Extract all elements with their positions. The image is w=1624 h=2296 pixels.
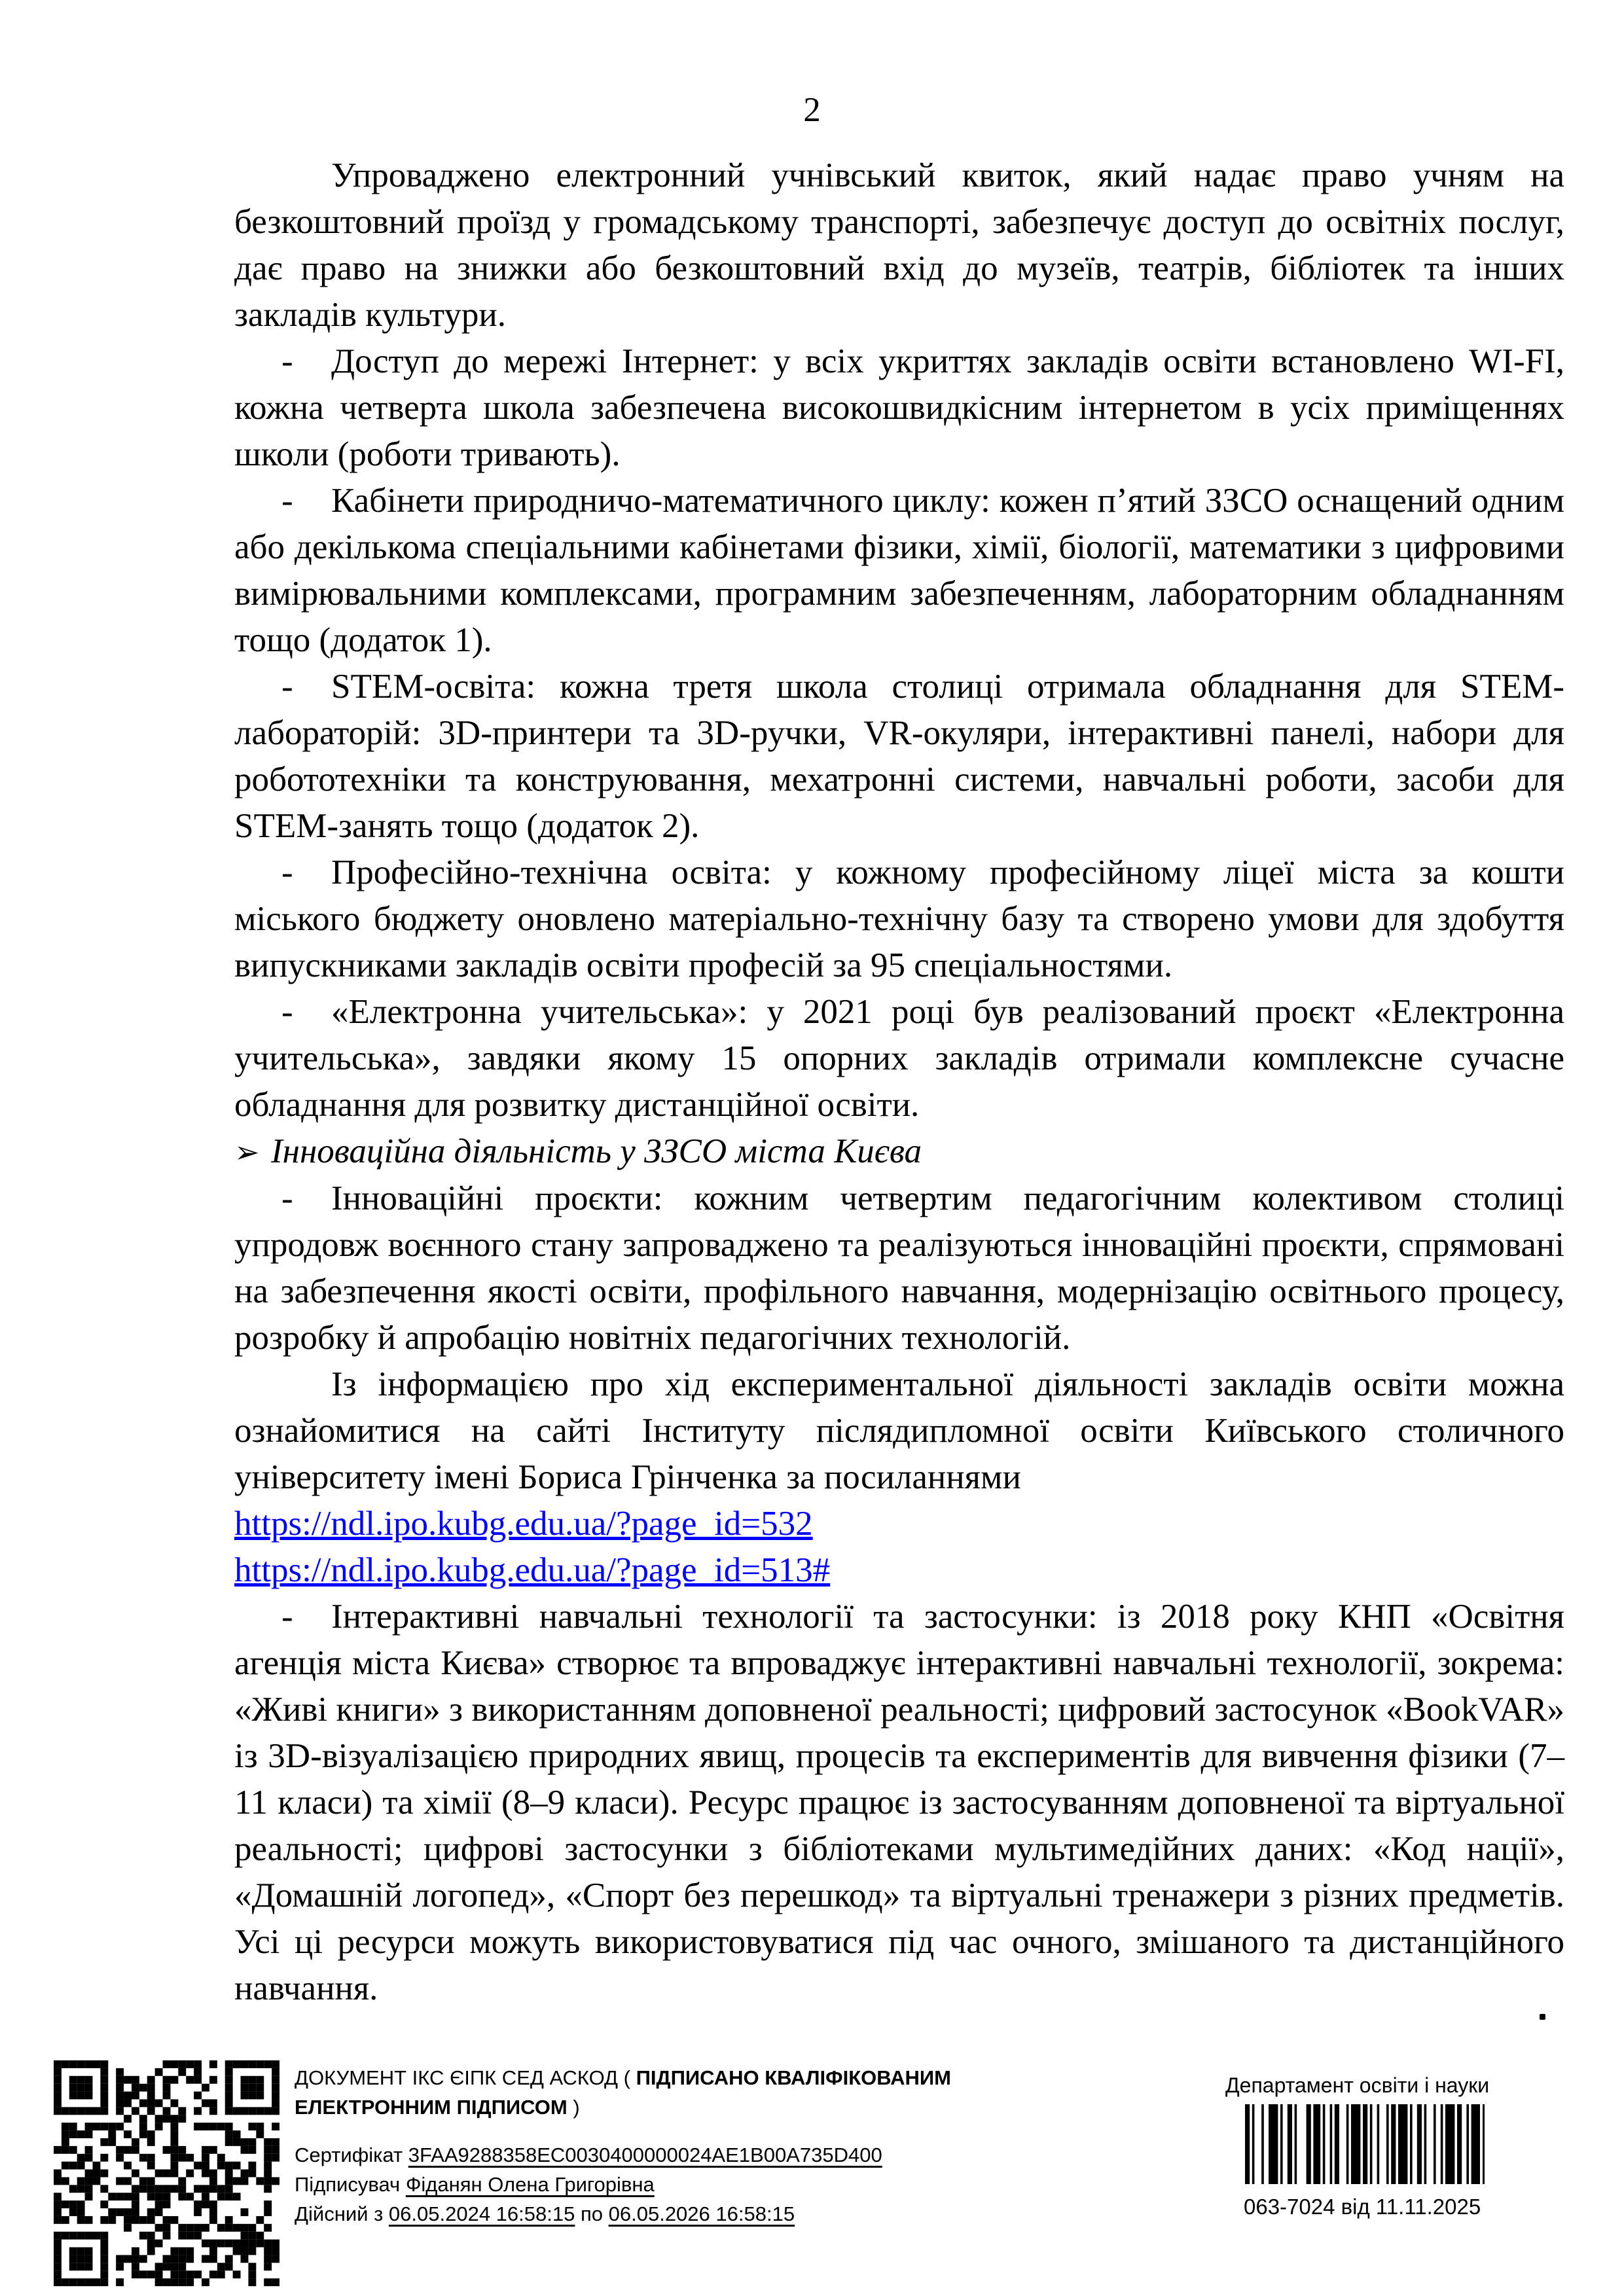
doc-number: 063-7024 від 11.11.2025 <box>1244 2195 1481 2219</box>
department-name: Департамент освіти і науки <box>1225 2073 1490 2097</box>
certificate-value: 3FAA9288358EC0030400000024AE1B00A735D400 <box>408 2144 882 2166</box>
paragraph-student-ticket: Упроваджено електронний учнівський квиток, який надає право учням на безкоштовний проїзд у громадському транспорті, забезпечує доступ до освітніх послуг, дає право на знижки або безкоштовний вхід до музеїв, театрів, бібліотек та інших закладів культури. <box>234 156 1564 334</box>
list-item-interactive-tech <box>234 1594 1564 2012</box>
link-line-1 <box>234 1501 1564 1547</box>
link-page-513[interactable]: https://ndl.ipo.kubg.edu.ua/?page_id=513# <box>234 1551 831 1589</box>
dash-marker: - <box>281 1598 293 1636</box>
link-line-2 <box>234 1547 1564 1594</box>
list-item-text: Інтерактивні навчальні технології та застосунки: із 2018 року КНП «Освітня агенція міста Києва» створює та впроваджує інтерактивні навчальні технології, зокрема: «Живі книги» з використанням доповненої реальності; цифровий застосунок «BookVAR» із 3D-візуалізацією природних явищ, процесів та експериментів для вивчення фізики (7–11 класи) та хімії (8–9 класи). Ресурс працює із застосуванням доповненої та віртуальної реальності; цифрові застосунки з бібліотеками мультимедійних даних: «Код нації», «Домашній логопед», «Спорт без перешкод» та віртуальні тренажери з різних предметів. Усі ці ресурси можуть використовуватися під час очного, змішаного та дистанційного навчання. <box>234 1598 1564 2007</box>
page-number: 2 <box>803 91 821 129</box>
barcode <box>1245 2104 1486 2184</box>
signer-label: Підписувач <box>295 2173 401 2196</box>
list-item-science-classrooms <box>234 478 1564 664</box>
dash-marker: - <box>281 482 293 520</box>
signed-qualified-text: ПІДПИСАНО КВАЛІФІКОВАНИМ ЕЛЕКТРОННИМ ПІДПИСОМ <box>295 2066 951 2119</box>
doc-system-text: ДОКУМЕНТ ІКС ЄІПК СЕД АСКОД <box>295 2066 619 2089</box>
certificate-line <box>295 2140 1106 2170</box>
dash-marker: - <box>281 1179 293 1217</box>
dash-marker: - <box>281 342 293 380</box>
dash-marker: - <box>281 853 293 891</box>
arrow-marker: ➢ <box>234 1134 260 1170</box>
list-item-innovation-projects <box>234 1175 1564 1361</box>
list-item-text: «Електронна учительська»: у 2021 році був реалізований проєкт «Електронна учительська», завдяки якому 15 опорних закладів отримали комплексне сучасне обладнання для розвитку дистанційної освіти. <box>234 993 1564 1124</box>
validity-separator: по <box>580 2202 603 2225</box>
paren-close: ) <box>573 2096 580 2119</box>
document-body <box>234 152 1564 2012</box>
validity-label: Дійсний з <box>295 2202 384 2225</box>
signature-block <box>295 2063 1106 2229</box>
list-item-stem-education <box>234 664 1564 850</box>
heading-innovation-activity <box>234 1128 1564 1175</box>
paren-open: ( <box>623 2066 630 2089</box>
validity-line <box>295 2199 1106 2229</box>
link-page-532[interactable]: https://ndl.ipo.kubg.edu.ua/?page_id=532 <box>234 1505 813 1543</box>
qr-code <box>54 2060 280 2286</box>
list-item-text: Професійно-технічна освіта: у кожному професійному ліцеї міста за кошти міського бюджету оновлено матеріально-технічну базу та створено умови для здобуття випускниками закладів освіти професій за 95 спеціальностями. <box>234 853 1564 984</box>
list-item-text: Доступ до мережі Інтернет: у всіх укриттях закладів освіти встановлено WI-FI, кожна четверта школа забезпечена високошвидкісним інтернетом в усіх приміщеннях школи (роботи тривають). <box>234 342 1564 473</box>
certificate-label: Сертифікат <box>295 2144 403 2166</box>
list-item-internet-access <box>234 338 1564 478</box>
list-item-text: Інноваційні проєкти: кожним четвертим педагогічним колективом столиці упродовж воєнного стану запроваджено та реалізуються інноваційні проєкти, спрямовані на забезпечення якості освіти, профільного навчання, модернізацію освітнього процесу, розробку й апробацію новітніх педагогічних технологій. <box>234 1179 1564 1357</box>
dash-marker: - <box>281 668 293 706</box>
list-item-vocational-education <box>234 850 1564 989</box>
signer-line <box>295 2170 1106 2199</box>
validity-to: 06.05.2026 16:58:15 <box>608 2202 795 2225</box>
doc-system-line <box>295 2063 1106 2122</box>
list-item-text: STEM-освіта: кожна третя школа столиці отримала обладнання для STEM-лабораторій: 3D-принтери та 3D-ручки, VR-окуляри, інтерактивні панелі, набори для робототехніки та конструювання, мехатронні системи, навчальні роботи, засоби для STEM-занять тощо (додаток 2). <box>234 668 1564 845</box>
list-item-text: Кабінети природничо-математичного циклу: кожен п’ятий ЗЗСО оснащений одним або декількома спеціальними кабінетами фізики, хімії, біології, математики з цифровими вимірювальними комплексами, програмним забезпеченням, лабораторним обладнанням тощо (додаток 1). <box>234 482 1564 659</box>
signer-name: Фіданян Олена Григорівна <box>405 2173 655 2196</box>
heading-text: Інноваційна діяльність у ЗЗСО міста Києва <box>271 1132 922 1170</box>
dash-marker: - <box>281 993 293 1031</box>
paragraph-experimental-info: Із інформацією про хід експериментальної діяльності закладів освіти можна ознайомитися на сайті Інституту післядипломної освіти Київського столичного університету імені Бориса Грінченка за посиланнями <box>234 1365 1564 1496</box>
list-item-e-teacher-project <box>234 989 1564 1128</box>
validity-from: 06.05.2024 16:58:15 <box>388 2202 575 2225</box>
stray-dot <box>1540 2014 1545 2020</box>
department-block <box>1225 2073 1513 2219</box>
